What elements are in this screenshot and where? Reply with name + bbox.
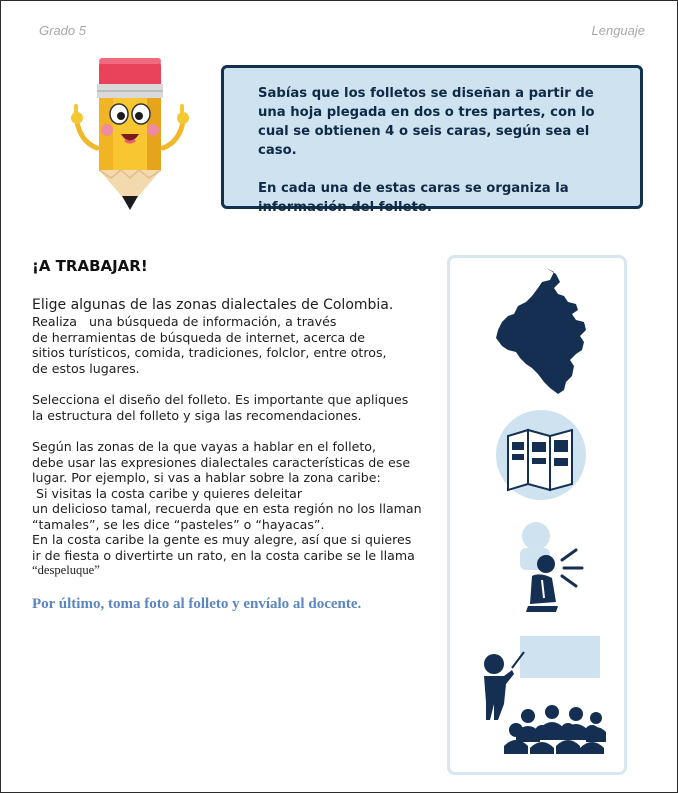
section-title: ¡A TRABAJAR! [32,257,148,275]
text-line: un delicioso tamal, recuerda que en esta región no los llaman [32,501,422,516]
text-line: En la costa caribe la gente es muy alegre, así que si quieres [32,532,412,547]
header-subject: Lenguaje [591,23,645,38]
header-grade: Grado 5 [39,23,86,38]
info-line: En cada una de estas caras se organiza la información [258,181,569,215]
paragraph-3 [32,439,437,579]
person-speaking-icon [510,520,590,616]
instructions-body [32,297,437,579]
info-paragraph-1 [258,84,614,160]
text-line: la estructura del folleto y siga las recomendaciones. [32,407,362,423]
text-line: Si visitas la costa caribe y quieres deleitar [32,485,303,501]
text-line: ir de fiesta o divertirte un rato, en la costa caribe se le llama [32,547,415,563]
text-line: Selecciona el diseño del folleto. Es importante que apliques [32,392,409,407]
brochure-icon [494,408,588,502]
pencil-mascot-icon [67,56,193,214]
paragraph-1-lead: Elige algunas de las zonas dialectales de Colombia. [32,297,394,313]
text-line: de estos lugares. [32,360,140,376]
info-box [221,65,643,215]
paragraph-2 [32,392,437,423]
info-line: del folleto. [351,200,432,215]
closing-instruction: Por último, toma foto al folleto y envíalo al docente. [32,596,362,612]
text-line: lugar. Por ejemplo, si vas a hablar sobre la zona caribe: [32,470,381,485]
info-line: seis caras, según sea el caso. [258,124,590,158]
info-line: plegada en dos o tres partes, con lo cual se obtienen 4 o [258,105,595,139]
text-line: sitios turísticos, comida, tradiciones, folclor, entre otros, [32,345,387,360]
text-line: de herramientas de búsqueda de internet, acerca de [32,329,365,345]
text-line: “tamales”, se les dice “pasteles” o “hayacas”. [32,516,325,532]
text-line: Según las zonas de la que vayas a hablar en el folleto, [32,439,376,454]
info-line: Sabías que los folletos se diseñan a partir de una hoja [258,86,594,120]
text-line: Realiza una búsqueda de información, a través [32,314,337,329]
text-line-despeluque: “despeluque” [32,563,100,577]
teacher-classroom-icon [472,632,612,758]
text-line: debe usar las expresiones dialectales características de ese [32,454,411,470]
info-paragraph-2 [258,179,614,217]
colombia-map-icon [488,266,592,398]
paragraph-1 [32,297,437,376]
icon-sidebar [447,255,627,775]
